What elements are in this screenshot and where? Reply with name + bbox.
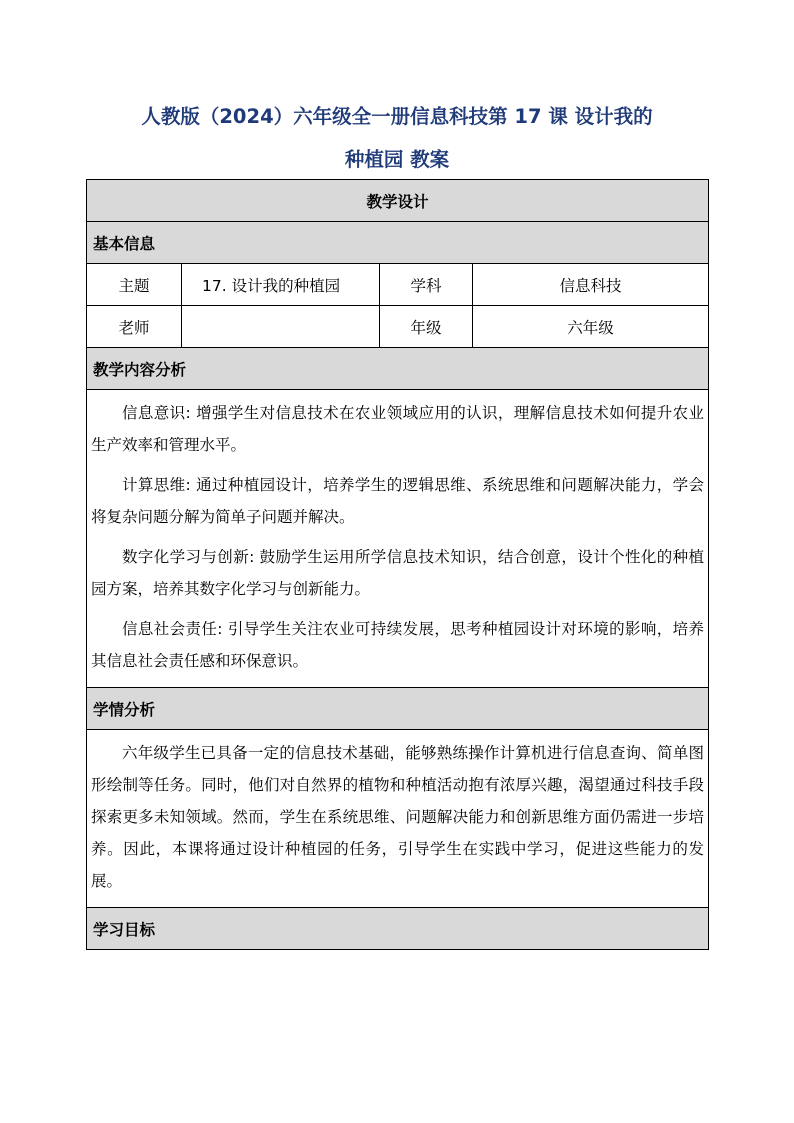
paragraph-social-responsibility: 信息社会责任: 引导学生关注农业可持续发展，思考种植园设计对环境的影响，培养其信息社会责任感和环保意识。 xyxy=(91,620,705,670)
content-analysis-body-row xyxy=(87,390,709,688)
topic-row xyxy=(87,264,709,306)
grade-value: 六年级 xyxy=(473,306,709,348)
topic-value: 17. 设计我的种植园 xyxy=(182,264,380,306)
learner-analysis-body xyxy=(87,730,709,908)
subject-label: 学科 xyxy=(380,264,473,306)
paragraph-digital-learning: 数字化学习与创新: 鼓励学生运用所学信息技术知识，结合创意，设计个性化的种植园方案，培养其数字化学习与创新能力。 xyxy=(91,548,705,598)
learner-analysis-heading: 学情分析 xyxy=(87,688,709,730)
teacher-label: 老师 xyxy=(87,306,182,348)
table-header: 教学设计 xyxy=(87,180,709,222)
paragraph-information-awareness: 信息意识: 增强学生对信息技术在农业领域应用的认识，理解信息技术如何提升农业生产效率和管理水平。 xyxy=(91,404,705,454)
content-analysis-body xyxy=(87,390,709,688)
subject-value: 信息科技 xyxy=(473,264,709,306)
objectives-heading: 学习目标 xyxy=(87,908,709,950)
content-analysis-heading-row xyxy=(87,348,709,390)
grade-label: 年级 xyxy=(380,306,473,348)
teacher-value xyxy=(182,306,380,348)
content-analysis-heading: 教学内容分析 xyxy=(87,348,709,390)
table-header-row xyxy=(87,180,709,222)
teacher-row xyxy=(87,306,709,348)
basic-info-heading-row xyxy=(87,222,709,264)
paragraph-learner-analysis: 六年级学生已具备一定的信息技术基础，能够熟练操作计算机进行信息查询、简单图形绘制等任务。同时，他们对自然界的植物和种植活动抱有浓厚兴趣，渴望通过科技手段探索更多未知领域。然而，学生在系统思维、问题解决能力和创新思维方面仍需进一步培养。因此，本课将通过设计种植园的任务，引导学生在实践中学习，促进这些能力的发展。 xyxy=(91,744,705,890)
document-title-line-2: 种植园 教案 xyxy=(344,148,450,171)
objectives-heading-row xyxy=(87,908,709,950)
learner-analysis-heading-row xyxy=(87,688,709,730)
document-title-line-1: 人教版（2024）六年级全一册信息科技第 17 课 设计我的 xyxy=(141,105,653,128)
paragraph-computational-thinking: 计算思维: 通过种植园设计，培养学生的逻辑思维、系统思维和问题解决能力，学会将复杂问题分解为简单子问题并解决。 xyxy=(91,476,705,526)
lesson-plan-table xyxy=(86,179,709,950)
learner-analysis-body-row xyxy=(87,730,709,908)
topic-label: 主题 xyxy=(87,264,182,306)
basic-info-heading: 基本信息 xyxy=(87,222,709,264)
